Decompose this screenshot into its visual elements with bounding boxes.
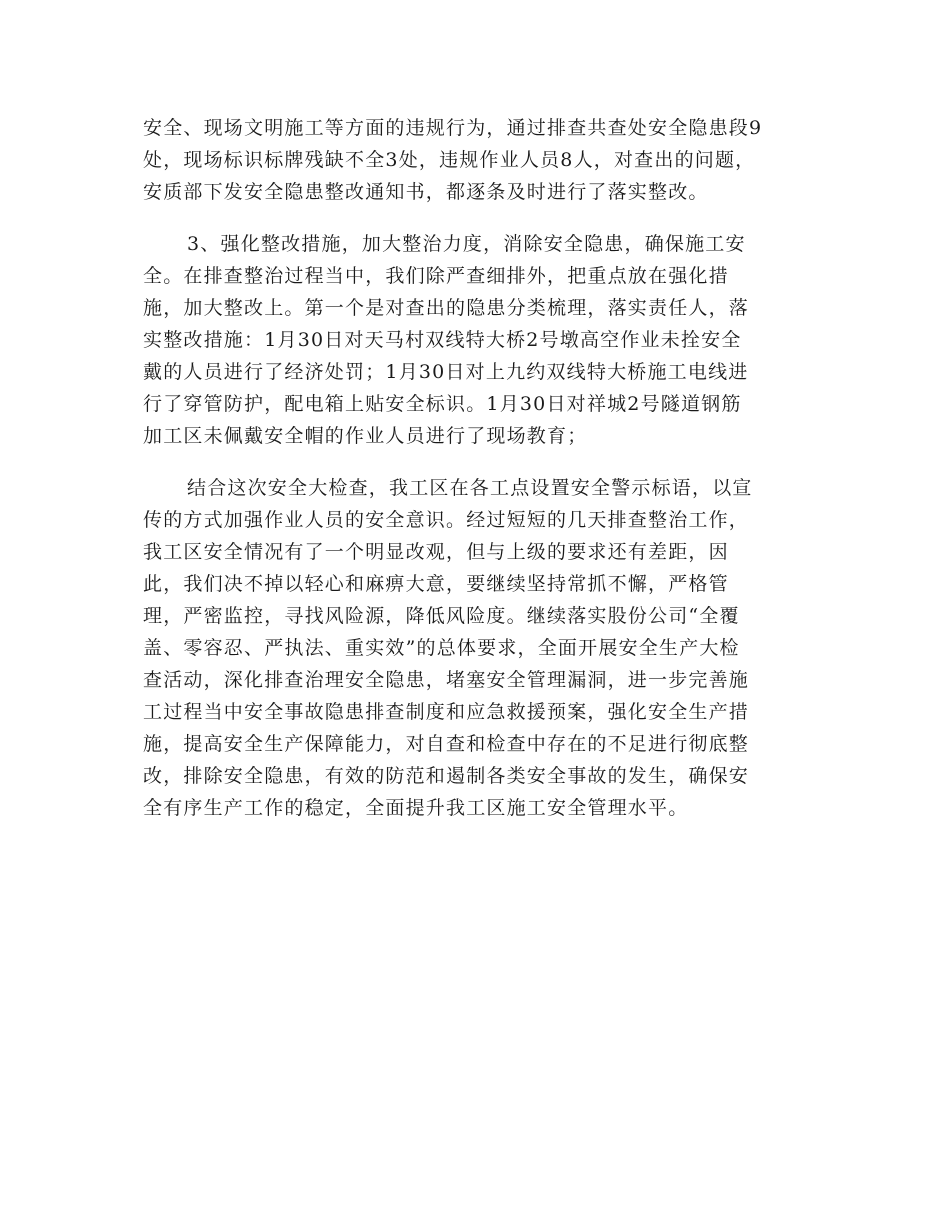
document-body <box>143 112 803 844</box>
paragraph-3 <box>143 472 803 824</box>
paragraph-line: 改，排除安全隐患，有效的防范和遏制各类安全事故的发生，确保安 <box>143 765 750 787</box>
paragraph-line: 安全、现场文明施工等方面的违规行为，通过排查共查处安全隐患段9 <box>143 117 763 139</box>
paragraph-line: 加工区未佩戴安全帽的作业人员进行了现场教育； <box>143 425 588 447</box>
paragraph-line: 戴的人员进行了经济处罚；1月30日对上九约双线特大桥施工电线进 <box>143 361 749 383</box>
paragraph-line: 实整改措施：1月30日对天马村双线特大桥2号墩高空作业未拴安全 <box>143 329 742 351</box>
paragraph-line: 盖、零容忍、严执法、重实效”的总体要求，全面开展安全生产大检 <box>143 637 740 659</box>
paragraph-line: 传的方式加强作业人员的安全意识。经过短短的几天排查整治工作， <box>143 509 750 531</box>
paragraph-line: 工过程当中安全事故隐患排查制度和应急救援预案，强化安全生产措 <box>143 701 750 723</box>
paragraph-line: 全有序生产工作的稳定，全面提升我工区施工安全管理水平。 <box>143 797 689 819</box>
paragraph-line: 施，加大整改上。第一个是对查出的隐患分类梳理，落实责任人，落 <box>143 297 750 319</box>
paragraph-line: 结合这次安全大检查，我工区在各工点设置安全警示标语，以宣 <box>187 477 753 499</box>
paragraph-line: 3、强化整改措施，加大整治力度，消除安全隐患，确保施工安 <box>187 233 746 255</box>
paragraph-1 <box>143 112 803 208</box>
paragraph-line: 我工区安全情况有了一个明显改观，但与上级的要求还有差距，因 <box>143 541 729 563</box>
paragraph-line: 处，现场标识标牌残缺不全3处，违规作业人员8人，对查出的问题， <box>143 149 756 171</box>
paragraph-line: 此，我们决不掉以轻心和麻痹大意，要继续坚持常抓不懈，严格管 <box>143 573 729 595</box>
paragraph-line: 行了穿管防护，配电箱上贴安全标识。1月30日对祥城2号隧道钢筋 <box>143 393 742 415</box>
paragraph-line: 安质部下发安全隐患整改通知书，都逐条及时进行了落实整改。 <box>143 181 709 203</box>
paragraph-2 <box>143 228 803 452</box>
paragraph-line: 查活动，深化排查治理安全隐患，堵塞安全管理漏洞，进一步完善施 <box>143 669 750 691</box>
paragraph-line: 施，提高安全生产保障能力，对自查和检查中存在的不足进行彻底整 <box>143 733 750 755</box>
paragraph-line: 全。在排查整治过程当中，我们除严查细排外，把重点放在强化措 <box>143 265 729 287</box>
paragraph-line: 理，严密监控，寻找风险源，降低风险度。继续落实股份公司“全覆 <box>143 605 740 627</box>
